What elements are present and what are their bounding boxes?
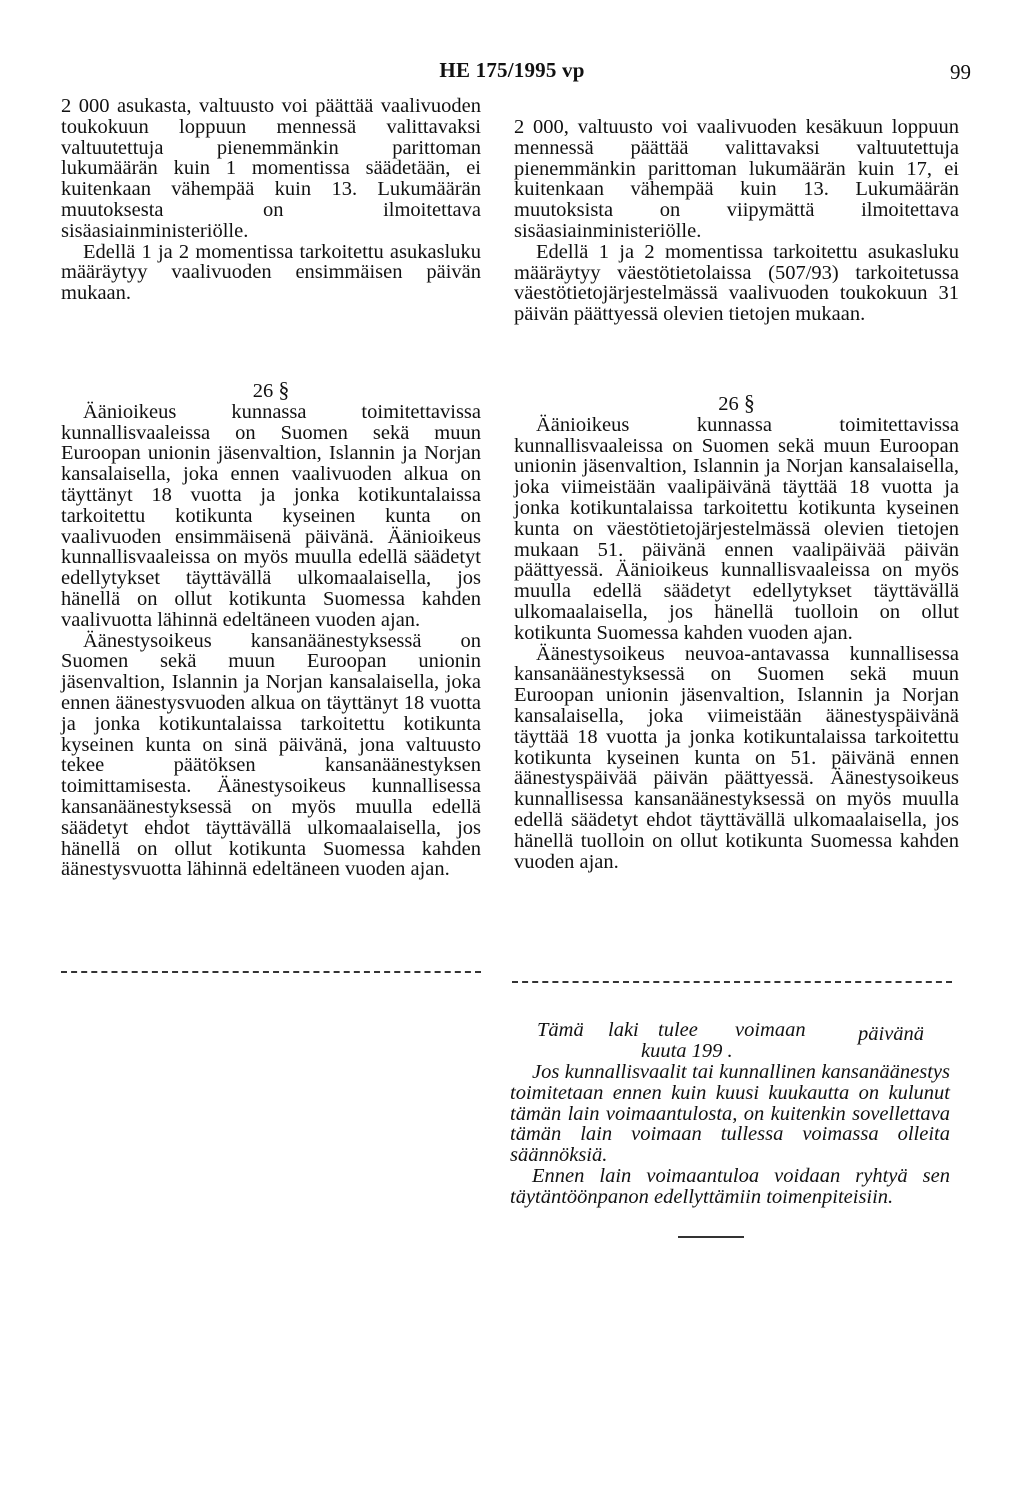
left-paragraph-2: Edellä 1 ja 2 momentissa tarkoitettu asukasluku määräytyy vaalivuoden ensimmäisen päivän mukaan. [61, 240, 481, 305]
page-header-title: HE 175/1995 vp [439, 58, 585, 82]
right-paragraph-4: Äänestysoikeus neuvoa-antavassa kunnallisessa kansanäänestyksessä on Suomen sekä muun Euroopan unionin jäsenvaltion, Islannin ja Norjan kansalaisella, joka viimeistään äänestyspäivänä täyttää 18 vuotta ja jonka kotikuntalaissa tarkoitettu kotikunta kyseinen kunta on 51. päivänä ennen äänestyspäivää päivän päättyessä. Äänestysoikeus kunnallisessa kansanäänestyksessä on myös muulla edellä säädetyt ehdot täyttävällä ulkomaalaisella, jos hänellä tuolloin on ollut kotikunta Suomessa kahden vuoden ajan. [514, 642, 959, 873]
page-number: 99 [950, 60, 971, 84]
section-sign-icon: § [743, 390, 755, 415]
right-intro-paragraph: 2 000, valtuusto voi vaalivuoden kesäkuun loppuun mennessä päättää valittavaksi valtuutettuja pienemmänkin parittoman lukumäärän kuin 17, ei kuitenkaan vähempää kuin 13. Lukumäärän muutoksista on viipymättä ilmoitettava sisäasiainministeriölle. [514, 116, 959, 242]
left-section-number: 26 [252, 380, 274, 402]
left-paragraph-3: Äänioikeus kunnassa toimitettavissa kunnallisvaaleissa on Suomen sekä muun Euroopan unionin jäsenvaltion, Islannin ja Norjan kansalaisella, joka ennen vaalivuoden alkua on täyttänyt 18 vuotta ja jonka kotikuntalaissa tarkoitettu kotikunta kyseinen kunta on vaalivuoden ensimmäisenä päivänä. Äänioikeus kunnallisvaaleissa on myös muulla edellä säädetyt edellytykset täyttävällä ulkomaalaisella, jos hänellä on ollut kotikunta Suomessa kahden vaalivuotta lähinnä edeltäneen vuoden ajan. [61, 400, 481, 631]
section-sign-icon: § [278, 377, 290, 402]
left-column-top [61, 96, 481, 304]
transition-word-3: tulee [658, 1019, 698, 1041]
transition-word-1: Tämä [537, 1019, 584, 1041]
left-section-heading [61, 377, 481, 402]
right-paragraph-3: Äänioikeus kunnassa toimitettavissa kunnallisvaaleissa on Suomen sekä muun Euroopan unionin jäsenvaltion, Islannin ja Norjan kansalaisella, joka viimeistään vaalipäivänä täyttää 18 vuotta ja jonka kotikuntalaissa tarkoitettu kotikunta kyseinen kunta on väestötietojärjestelmässä olevien tietojen mukaan 51. päivänä ennen vaalipäivää päivän päättyessä. Äänioikeus kunnallisvaaleissa on myös muulla edellä säädetyt edellytykset täyttävällä ulkomaalaisella, jos hänellä tuolloin on ollut kotikunta Suomessa kahden vuoden ajan. [514, 413, 959, 644]
left-dashed-separator [61, 971, 481, 973]
transition-paragraph-3: Ennen lain voimaantuloa voidaan ryhtyä sen täytäntöönpanon edellyttämiin toimenpiteisiin. [510, 1164, 950, 1208]
transition-word-4: voimaan [735, 1019, 806, 1041]
right-column-section [514, 390, 959, 873]
left-paragraph-4: Äänestysoikeus kansanäänestyksessä on Suomen sekä muun Euroopan unionin jäsenvaltion, Islannin ja Norjan kansalaisella, joka ennen äänestysvuoden alkua on täyttänyt 18 vuotta ja jonka kotikuntalaissa tarkoitettu kotikunta kyseinen kunta on sinä päivänä, jona valtuusto tekee päätöksen kansanäänestyksen toimittamisesta. Äänestysoikeus kunnallisessa kansanäänestyksessä on myös muulla edellä säädetyt ehdot täyttävällä ulkomaalaisella, jos hänellä on ollut kotikunta Suomessa kahden äänestysvuotta lähinnä edeltäneen vuoden ajan. [61, 629, 481, 881]
transition-word-2: laki [608, 1019, 639, 1041]
transition-body [510, 1062, 950, 1208]
right-paragraph-2: Edellä 1 ja 2 momentissa tarkoitettu asukasluku määräytyy väestötietolaissa (507/93) tarkoitetussa väestötietojärjestelmässä vaalivuoden toukokuun 31 päivän päättyessä olevien tietojen mukaan. [514, 240, 959, 326]
right-section-heading [514, 390, 959, 415]
left-intro-paragraph: 2 000 asukasta, valtuusto voi päättää vaalivuoden toukokuun loppuun mennessä valittavaksi valtuutettuja pienemmänkin parittoman lukumäärän kuin 1 momentissa säädetään, ei kuitenkaan vähempää kuin 13. Lukumäärän muutoksesta on ilmoitettava sisäasiainministeriölle. [61, 95, 481, 242]
transition-word-5: päivänä [858, 1023, 925, 1045]
transition-date-line: kuuta 199 . [641, 1040, 733, 1062]
left-column-section [61, 377, 481, 881]
transition-paragraph-2: Jos kunnallisvaalit tai kunnallinen kansanäänestys toimitetaan ennen kuin kuusi kuukautta on kulunut tämän lain voimaantulosta, on kuitenkin sovellettava tämän lain voimaan tullessa voimassa olleita säännöksiä. [510, 1061, 950, 1167]
right-column-top [514, 117, 959, 325]
right-section-number: 26 [718, 393, 739, 415]
end-rule [678, 1236, 744, 1238]
right-dashed-separator [512, 981, 952, 983]
